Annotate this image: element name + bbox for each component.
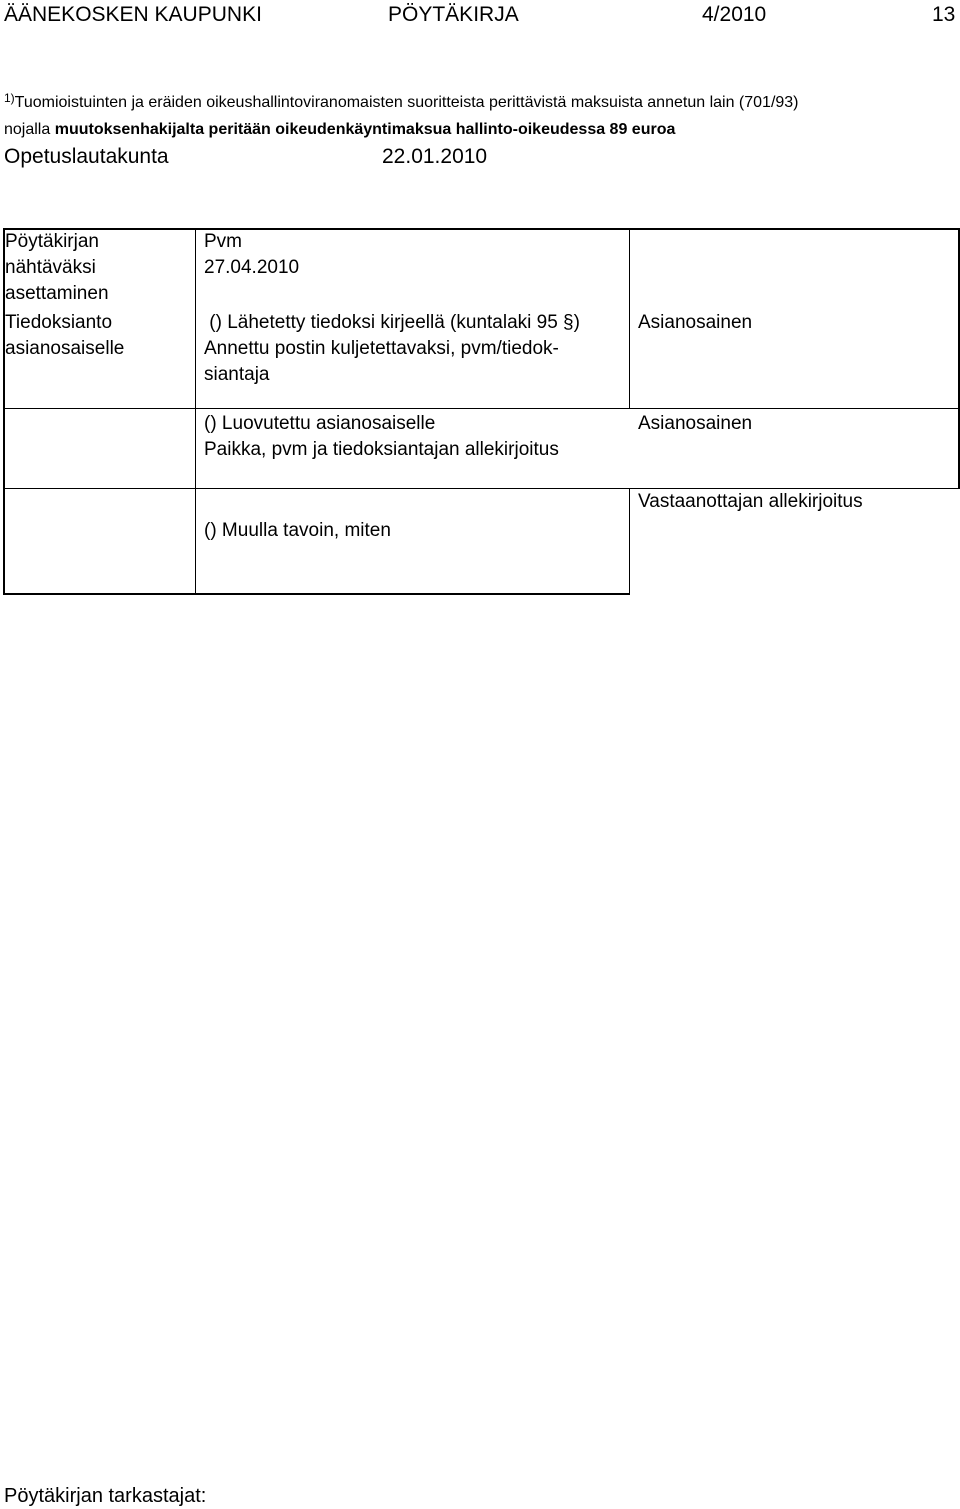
receiver-signature-label: Vastaanottajan allekirjoitus — [638, 491, 863, 512]
display-label-line-2: nähtäväksi — [5, 257, 96, 278]
display-label — [5, 229, 109, 307]
option-3: () Muulla tavoin, miten — [204, 520, 391, 541]
meeting-body: Opetuslautakunta — [4, 145, 169, 168]
option-2-party: Asianosainen — [638, 413, 753, 434]
pvm-label: Pvm — [204, 231, 242, 252]
footnote-text-2-prefix: nojalla — [4, 121, 51, 138]
footnote-line-1 — [4, 91, 799, 112]
notice-label — [5, 310, 124, 362]
document-type: PÖYTÄKIRJA — [388, 3, 519, 26]
reviewers-label: Pöytäkirjan tarkastajat: — [4, 1485, 207, 1507]
footnote-text-1: Tuomioistuinten ja eräiden oikeushallintoviranomaisten suoritteista perittävistä maksuista annetun lain (701/93) — [14, 94, 799, 111]
footnote-marker: 1) — [4, 91, 15, 105]
option-1-party: Asianosainen — [638, 312, 753, 333]
option-2 — [204, 411, 559, 463]
option-2-line-2: Paikka, pvm ja tiedoksiantajan allekirjoitus — [204, 439, 559, 460]
option-2-line-1: () Luovutettu asianosaiselle — [204, 413, 436, 434]
option-1-line-2: Annettu postin kuljetettavaksi, pvm/tiedok- — [204, 338, 559, 359]
meeting-date: 22.01.2010 — [382, 145, 488, 168]
table-row-divider-1 — [3, 408, 960, 409]
footnote-text-2-rest: muutoksenhakijalta peritään oikeudenkäyntimaksua hallinto-oikeudessa 89 euroa — [54, 121, 676, 138]
display-label-line-3: asettaminen — [5, 283, 109, 304]
page-number: 13 — [932, 3, 956, 26]
table-column-divider-3 — [629, 488, 630, 594]
table-column-divider-1 — [195, 228, 196, 594]
organization-name: ÄÄNEKOSKEN KAUPUNKI — [4, 3, 262, 26]
document-number: 4/2010 — [702, 3, 767, 26]
pvm-value: 27.04.2010 — [204, 257, 300, 278]
table-bottom-border — [3, 593, 630, 595]
table-column-divider-2 — [629, 228, 630, 408]
notice-label-line-1: Tiedoksianto — [5, 312, 113, 333]
notice-label-line-2: asianosaiselle — [5, 338, 125, 359]
option-1 — [204, 310, 580, 388]
option-1-line-3: siantaja — [204, 364, 270, 385]
option-1-line-1: () Lähetetty tiedoksi kirjeellä (kuntalaki 95 §) — [204, 312, 580, 333]
footnote-line-2 — [4, 121, 675, 139]
display-label-line-1: Pöytäkirjan — [5, 231, 99, 252]
table-top-border — [3, 228, 960, 230]
